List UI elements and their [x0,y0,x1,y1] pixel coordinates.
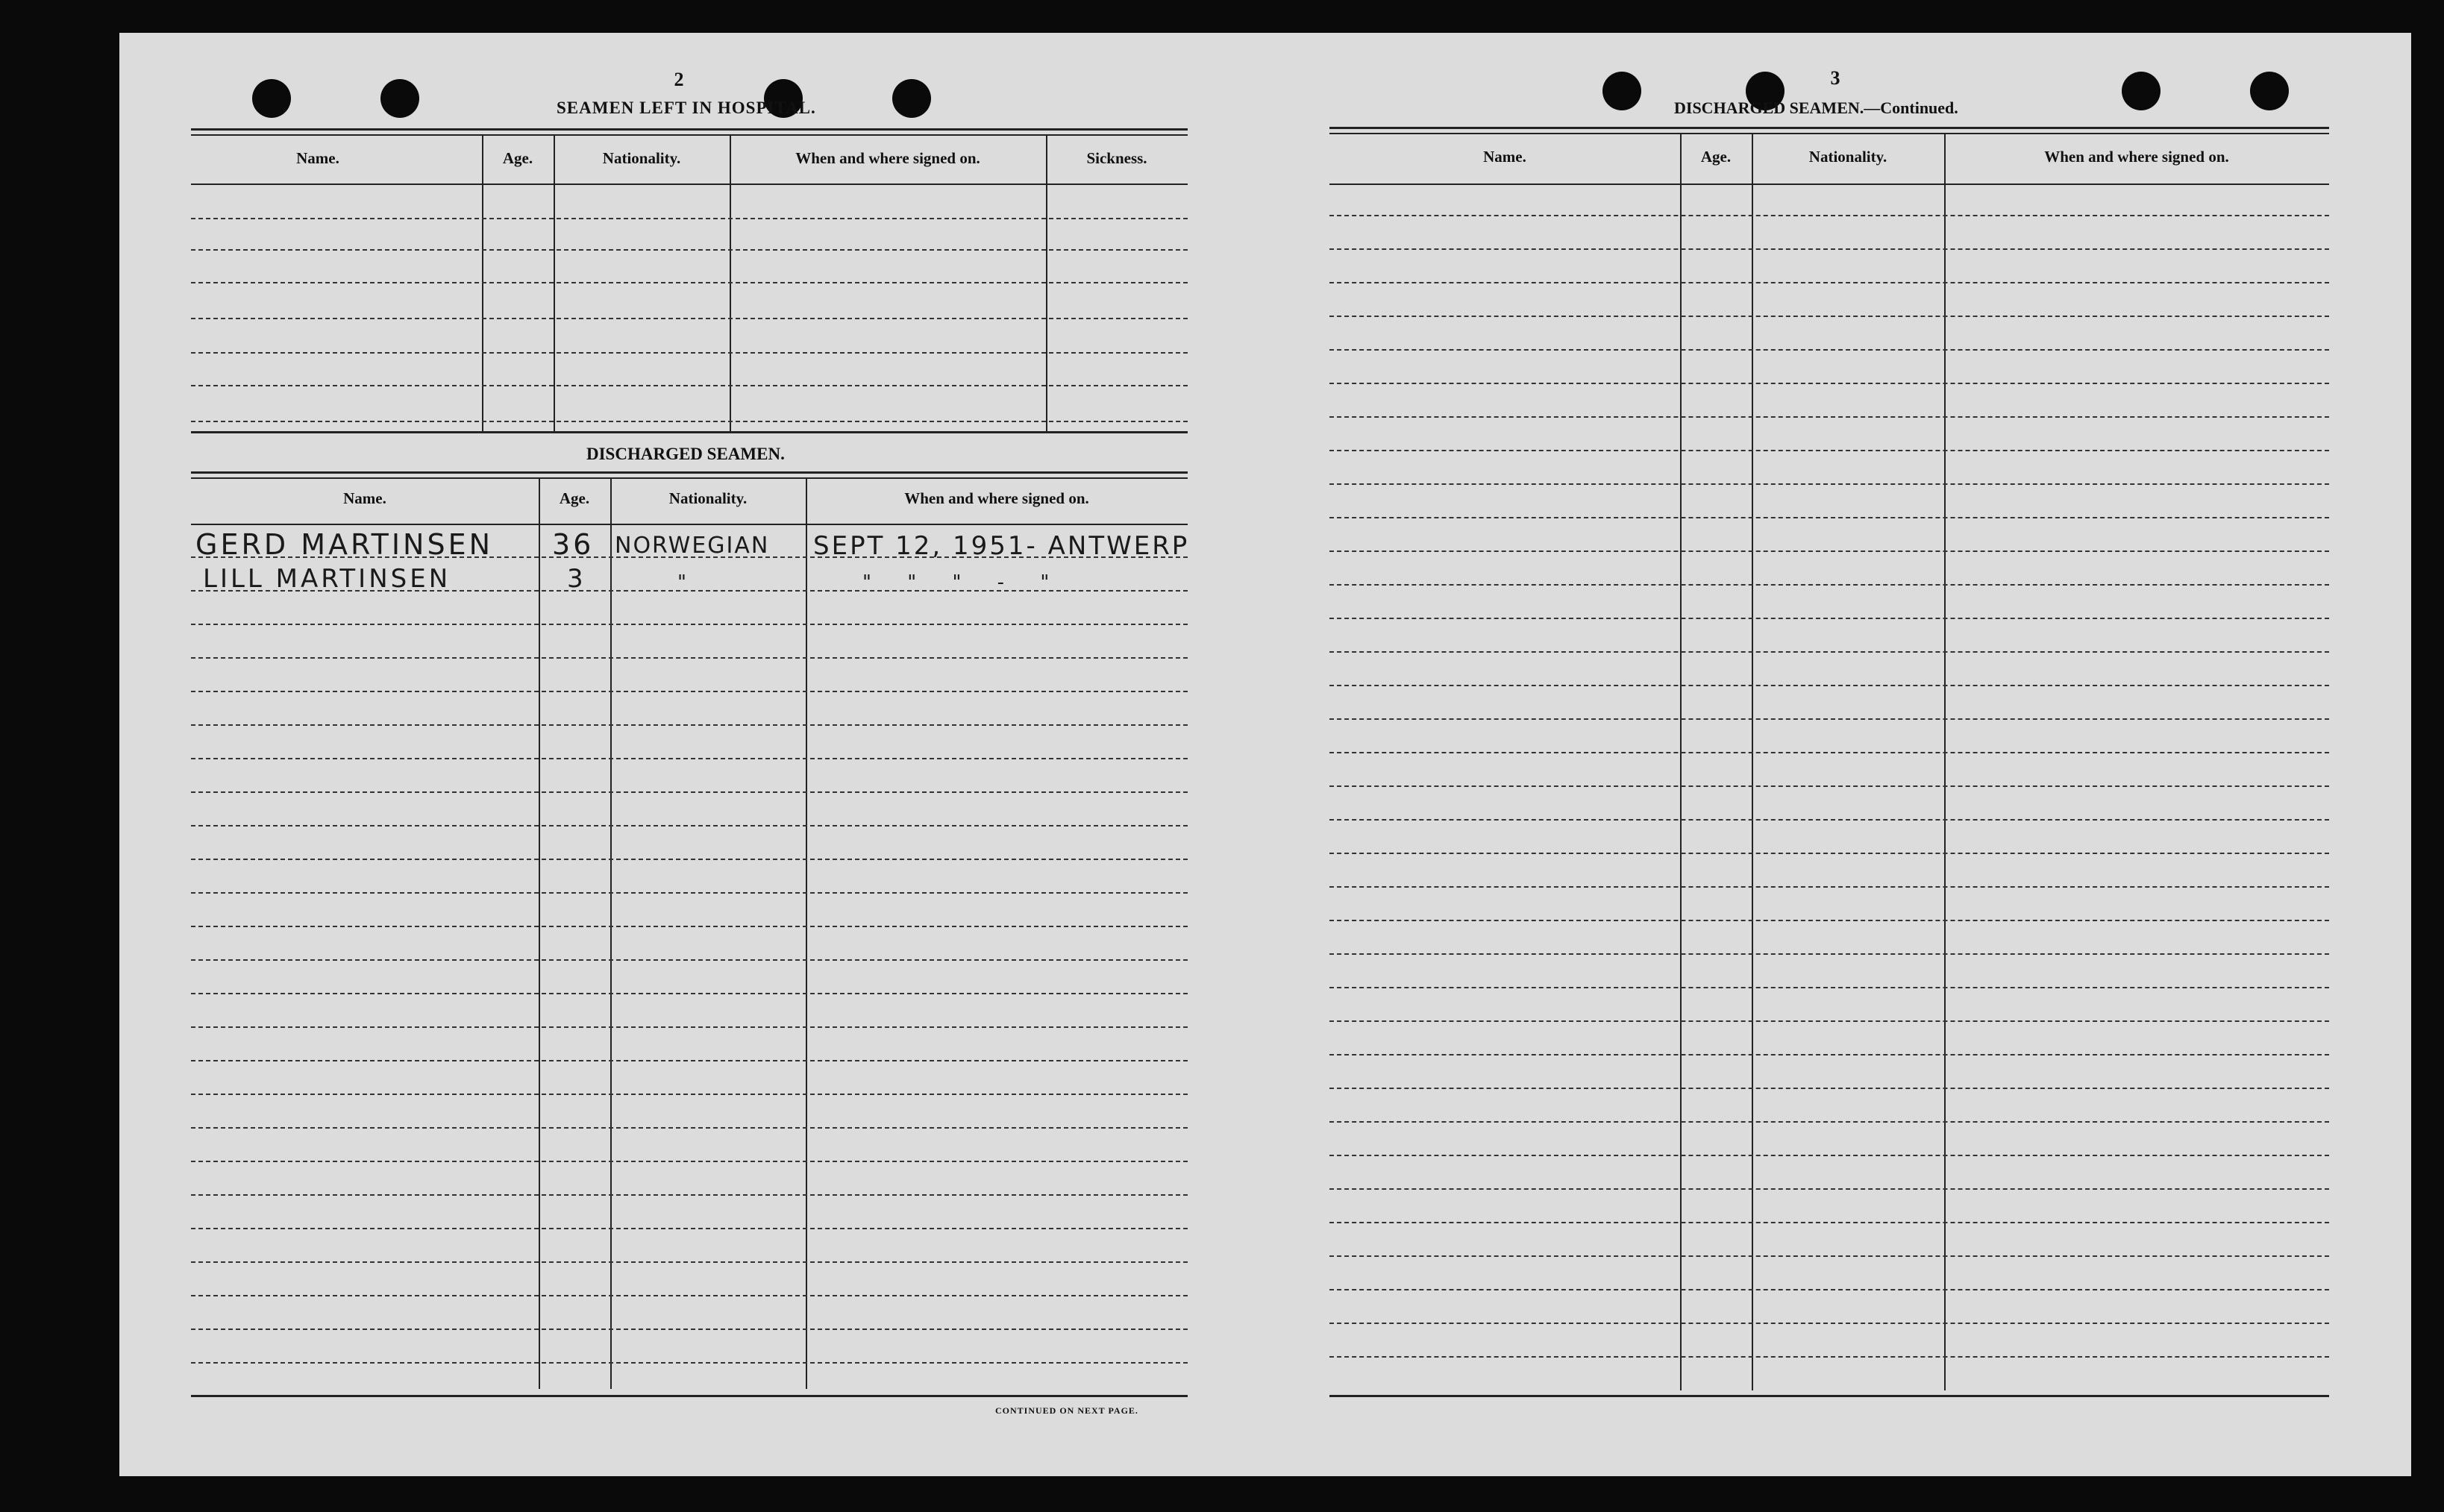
entry-line [191,758,1188,759]
column-divider [539,477,540,1389]
entry-line [191,1060,1188,1061]
column-header-age: Age. [1700,148,1732,166]
entry-line [191,624,1188,625]
entry-name: GERD MARTINSEN [195,528,494,561]
divider [191,524,1188,525]
entry-line [1329,1222,2329,1223]
entry-line [1329,819,2329,821]
discharged-section-title: DISCHARGED SEAMEN. [586,445,785,463]
entry-line [191,959,1188,961]
entry-signed-on: SEPT 12, 1951- ANTWERP [813,531,1190,561]
entry-line [1329,215,2329,216]
entry-line [1329,416,2329,418]
entry-line [1329,920,2329,921]
column-header-signed-on: When and where signed on. [2044,148,2229,166]
entry-line [191,249,1188,251]
entry-signed-on: " " " - " [862,571,1065,594]
column-header-signed-on: When and where signed on. [904,489,1089,507]
entry-line [1329,1054,2329,1055]
divider [191,183,1188,185]
divider [191,431,1188,433]
column-header-sickness: Sickness. [1086,149,1147,167]
entry-line [1329,853,2329,854]
entry-line [191,1094,1188,1095]
entry-line [191,1026,1188,1028]
hospital-section-title: SEAMEN LEFT IN HOSPITAL. [557,98,816,117]
divider [191,471,1188,474]
page-title: DISCHARGED SEAMEN.—Continued. [1674,98,1958,117]
entry-line [1329,1255,2329,1257]
entry-line [191,421,1188,422]
entry-nationality: " [677,571,689,594]
entry-name: LILL MARTINSEN [203,564,451,594]
entry-line [1329,1289,2329,1290]
divider [1329,127,2329,129]
divider [191,128,1188,131]
entry-line [1329,450,2329,451]
entry-line [191,318,1188,319]
entry-line [191,892,1188,894]
entry-line [1329,1088,2329,1089]
entry-line [191,724,1188,726]
column-header-nationality: Nationality. [1808,148,1887,166]
entry-line [1329,483,2329,485]
column-divider [806,477,807,1389]
entry-line [1329,1020,2329,1022]
entry-line [1329,987,2329,988]
column-divider [1752,133,1753,1390]
entry-line [1329,785,2329,787]
entry-line [1329,584,2329,586]
entry-line [191,1261,1188,1263]
continued-note: CONTINUED ON NEXT PAGE. [995,1405,1138,1416]
column-header-signed-on: When and where signed on. [795,149,980,167]
entry-line [1329,618,2329,619]
entry-line [1329,1356,2329,1358]
column-divider [1944,133,1946,1390]
entry-line [191,1329,1188,1330]
page-number: 3 [1830,67,1840,89]
entry-line [1329,1155,2329,1156]
entry-line [1329,282,2329,283]
entry-line [1329,718,2329,720]
entry-line [1329,1188,2329,1190]
column-header-name: Name. [296,149,339,167]
entry-line [1329,316,2329,317]
entry-line [1329,383,2329,384]
entry-line [1329,685,2329,686]
divider [1329,133,2329,134]
entry-line [1329,752,2329,753]
entry-line [1329,517,2329,518]
column-header-age: Age. [559,489,590,507]
entry-line [191,1228,1188,1229]
column-divider [610,477,612,1389]
entry-line [1329,248,2329,250]
entry-nationality: NORWEGIAN [615,533,770,559]
column-header-name: Name. [343,489,386,507]
entry-line [191,691,1188,692]
divider [191,1395,1188,1397]
entry-line [191,352,1188,354]
entry-line [1329,550,2329,552]
left-page [191,33,1191,1476]
column-header-nationality: Nationality. [668,489,748,507]
entry-line [1329,1121,2329,1123]
entry-line [191,1161,1188,1162]
entry-line [191,282,1188,283]
entry-line [1329,886,2329,888]
entry-age: 3 [567,564,586,594]
entry-line [191,385,1188,386]
ledger-sheet [119,33,2411,1476]
divider [191,134,1188,136]
entry-line [1329,349,2329,351]
divider [191,477,1188,479]
column-header-name: Name. [1483,148,1526,166]
entry-line [191,1362,1188,1364]
entry-line [1329,1323,2329,1324]
entry-line [1329,953,2329,955]
entry-line [191,657,1188,659]
entry-line [191,218,1188,219]
entry-line [191,993,1188,994]
divider [1329,1395,2329,1397]
entry-line [191,1194,1188,1196]
entry-line [191,791,1188,793]
column-divider [1680,133,1682,1390]
entry-age: 36 [552,528,595,561]
entry-line [191,1295,1188,1296]
divider [1329,183,2329,185]
entry-line [191,1127,1188,1129]
entry-line [191,825,1188,826]
entry-line [191,859,1188,860]
page-number: 2 [674,69,684,90]
entry-line [191,926,1188,927]
column-header-age: Age. [502,149,533,167]
right-page [1329,33,2329,1476]
column-header-nationality: Nationality. [602,149,681,167]
entry-line [1329,651,2329,653]
